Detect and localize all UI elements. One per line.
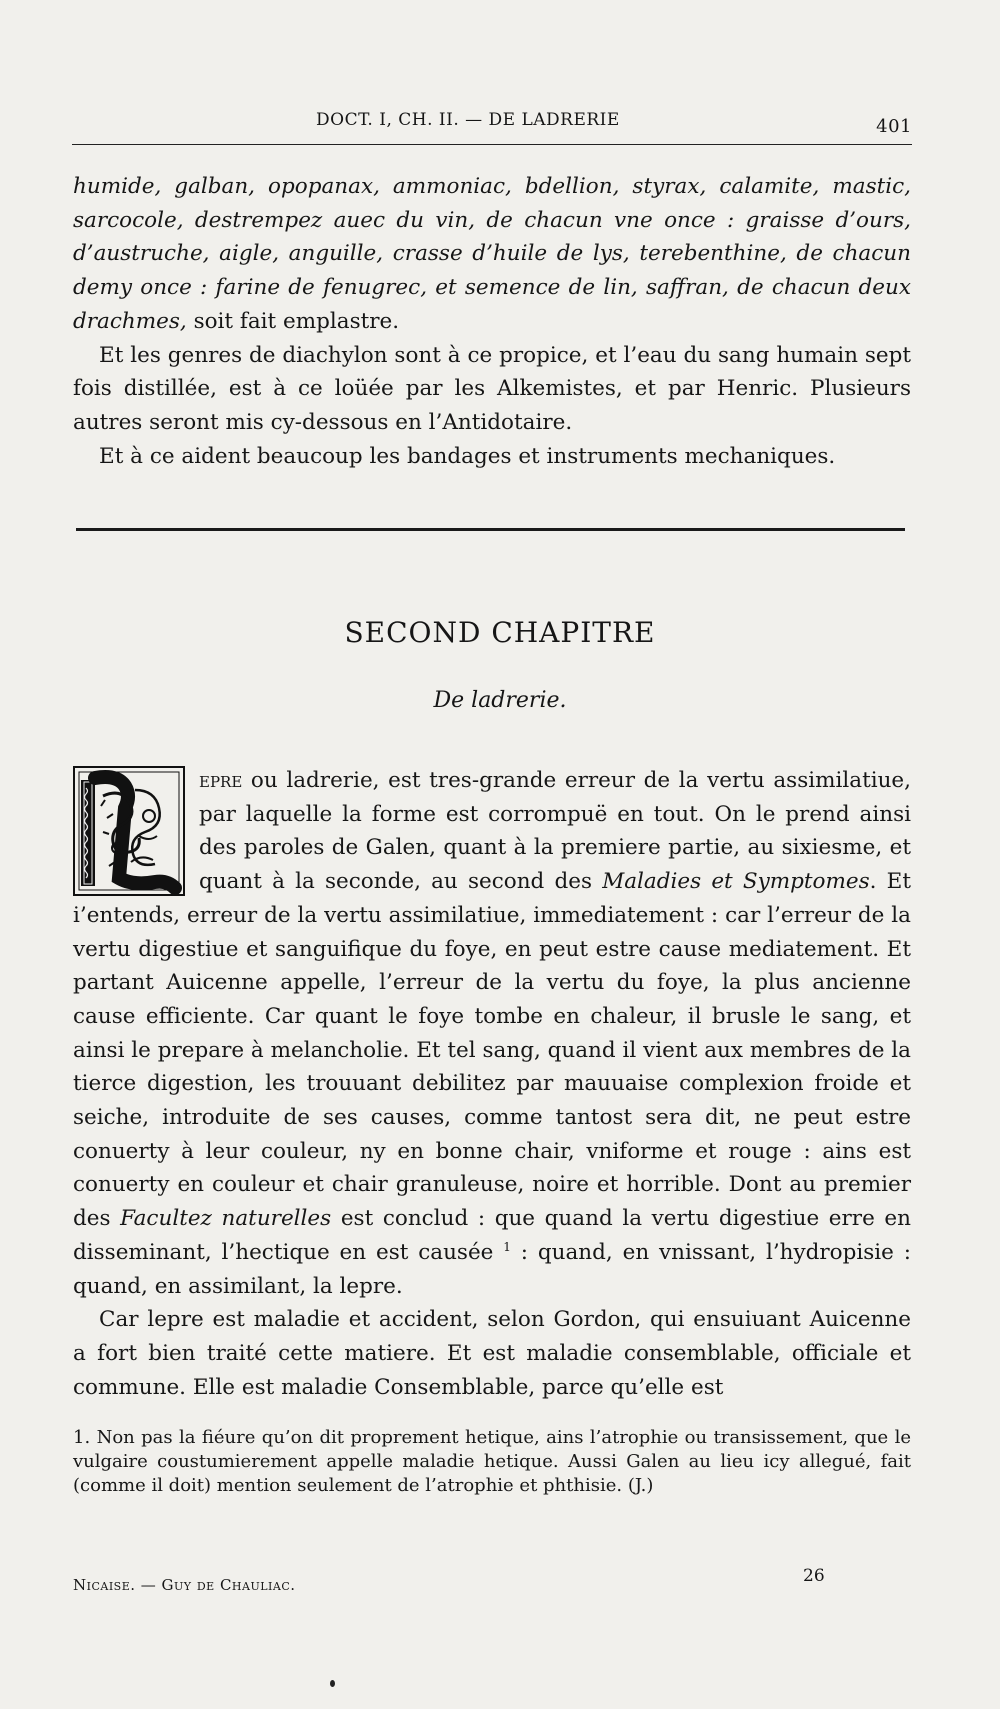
- paragraph-2: Et les genres de diachylon sont à ce propice, et l’eau du sang humain sept fois distillée, est à ce loüée par les Alkemistes, et par Henric. Plusieurs autres seront mis cy-dessous en l’Antidotaire.: [73, 342, 911, 435]
- paragraph-1-end: soit fait emplastre.: [186, 308, 400, 334]
- opening-text-block: [73, 170, 911, 473]
- chapter-subtitle: De ladrerie.: [433, 688, 567, 713]
- header-rule: [72, 144, 912, 145]
- running-title: DOCT. I, CH. II. — DE LADRERIE: [316, 110, 620, 130]
- book-title-facultez: Facultez naturelles: [120, 1206, 332, 1232]
- chapter-title: SECOND CHAPITRE: [344, 616, 656, 649]
- page-number: 401: [876, 116, 912, 137]
- book-title-maladies: Maladies et Symptomes: [602, 869, 870, 895]
- ink-dot: [330, 1680, 335, 1687]
- paragraph-1-ingredients: humide, galban, opopanax, ammoniac, bdellion, styrax, calamite, mastic, sarcocole, destrempez auec du vin, de chacun vne once : graisse d’ours, d’austruche, aigle, anguille, crasse d’huile de lys, terebenthine, de chacun demy once : farine de fenugrec, et semence de lin, saffran, de chacun deux drachmes,: [73, 174, 911, 334]
- initial-word-rest: epre: [199, 768, 243, 793]
- paragraph-3: Et à ce aident beaucoup les bandages et instruments mechaniques.: [99, 443, 836, 469]
- section-rule: [76, 528, 905, 531]
- footnote-reference[interactable]: 1: [503, 1239, 511, 1254]
- signature-mark: 26: [803, 1566, 825, 1586]
- body-text-d: : quand, en vnissant, l’hydropisie : quand, en assimilant, la lepre.: [73, 1239, 911, 1299]
- paragraph-4: [73, 764, 911, 1303]
- ornamental-initial-l-icon: [73, 766, 185, 896]
- footer-author: Nicaise. — Guy de Chauliac.: [73, 1576, 296, 1594]
- body-text-a: ou ladrerie, est tres-grande erreur de la vertu assimilatiue, par laquelle la forme est corrompuë en tout. On le prend ainsi des paroles de Galen, quant à la premiere partie, au sixiesme, et quant à la seconde, au second des: [199, 768, 911, 895]
- body-text-c: est conclud : que quand la vertu digestiue erre en disseminant, l’hectique en est causée: [73, 1206, 911, 1265]
- paragraph-1: [73, 170, 911, 339]
- chapter-body: [73, 764, 911, 1404]
- footnote: 1. Non pas la fiéure qu’on dit proprement hetique, ains l’atrophie ou transissement, que le vulgaire coustumierement appelle maladie hetique. Aussi Galen au lieu icy allegué, fait (comme il doit) mention seulement de l’atrophie et phthisie. (J.): [73, 1427, 911, 1496]
- body-text-b: . Et i’entends, erreur de la vertu assimilatiue, immediatement : car l’erreur de la vertu digestiue et sanguifique du foye, en peut estre cause mediatement. Et partant Auicenne appelle, l’erreur de la vertu du foye, la plus ancienne cause efficiente. Car quant le foye tombe en chaleur, il brusle le sang, et ainsi le prepare à melancholie. Et tel sang, quand il vient aux membres de la tierce digestion, les trouuant debilitez par mauuaise complexion froide et seiche, introduite de ses causes, comme tantost sera dit, ne peut estre conuerty à leur couleur, ny en bonne chair, vniforme et rouge : ains est conuerty en couleur et chair granuleuse, noire et horrible. Dont au premier des: [73, 869, 911, 1232]
- paragraph-5: Car lepre est maladie et accident, selon Gordon, qui ensuiuant Auicenne a fort bien traité cette matiere. Et est maladie consemblable, officiale et commune. Elle est maladie Consemblable, parce qu’elle est: [73, 1307, 911, 1400]
